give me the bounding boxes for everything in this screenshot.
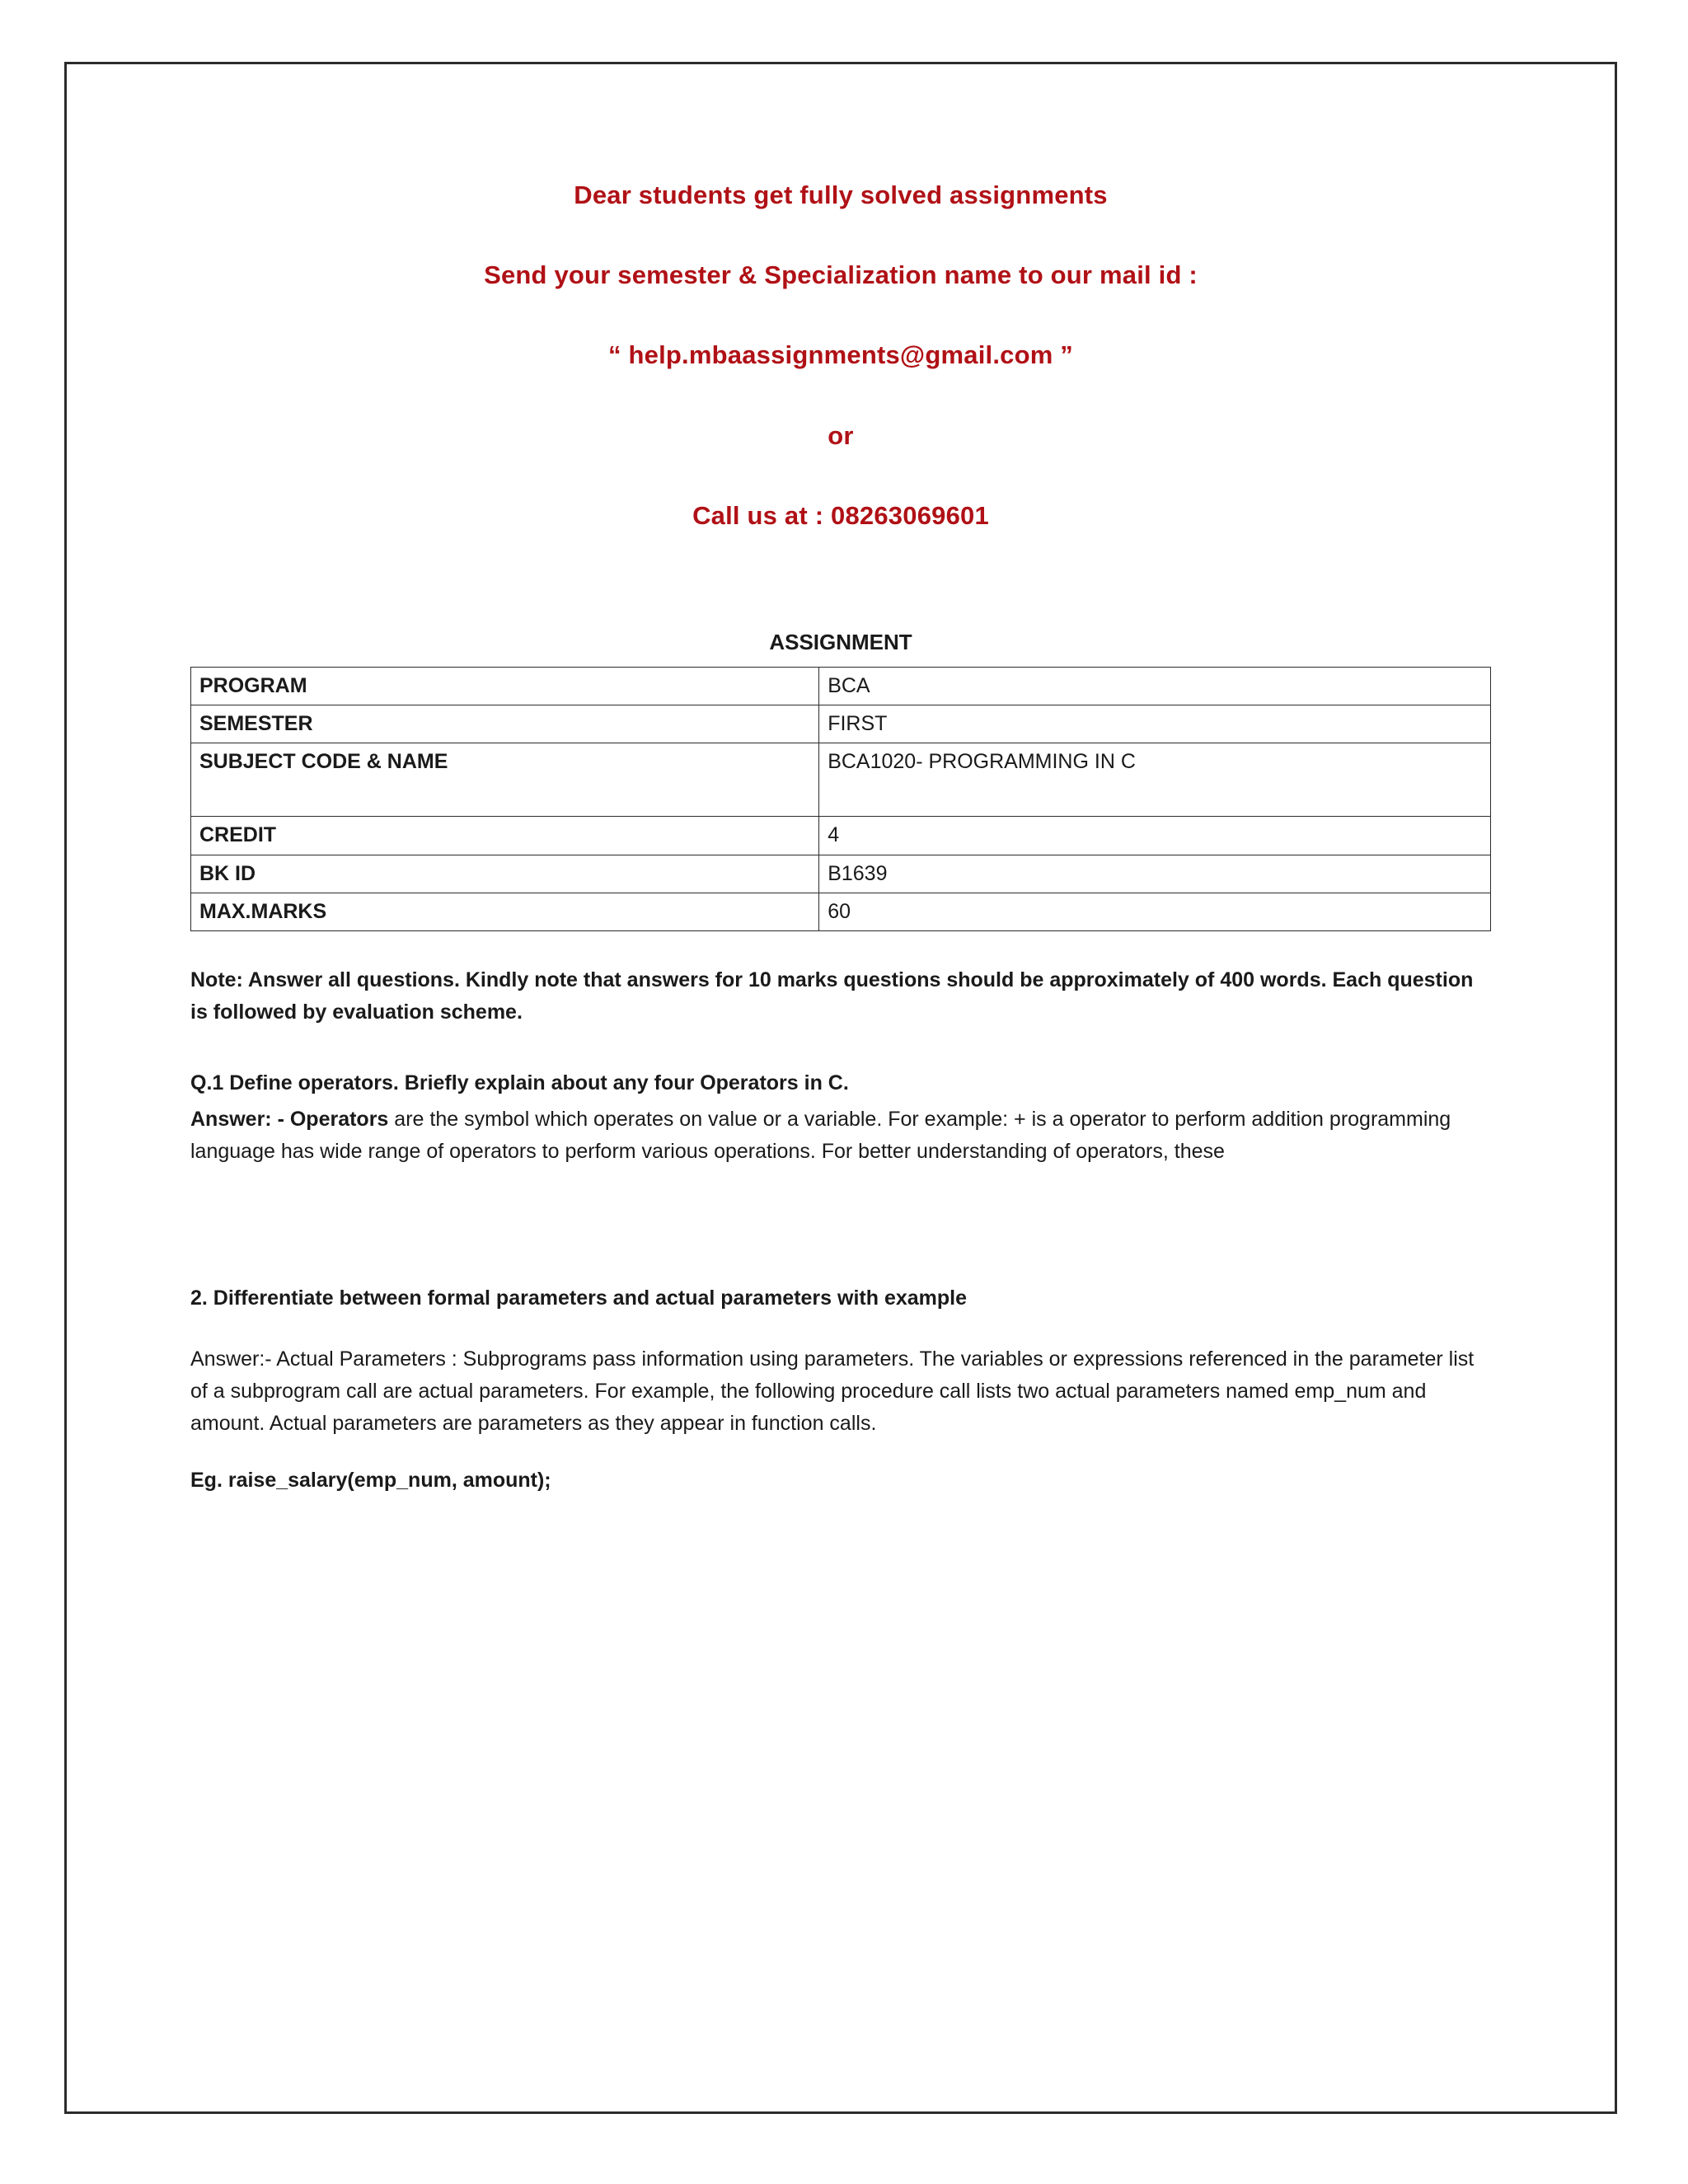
header-line-or: or xyxy=(828,420,854,450)
page-content xyxy=(67,64,1615,1493)
assignment-details-table xyxy=(190,667,1491,931)
header-phone: Call us at : 08263069601 xyxy=(692,500,989,530)
assignment-title: ASSIGNMENT xyxy=(769,629,912,654)
cell-value-subject: BCA1020- PROGRAMMING IN C xyxy=(819,743,1491,817)
question-2-answer xyxy=(190,1343,1491,1439)
cell-label-maxmarks: MAX.MARKS xyxy=(191,893,819,930)
header-line-2: Send your semester & Specialization name to our mail id : xyxy=(484,260,1198,290)
question-2-example: Eg. raise_salary(emp_num, amount); xyxy=(190,1469,551,1493)
question-1-answer-text: are the symbol which operates on value or a variable. For example: + is a operator to perform addition programming language has wide range of operators to perform various operations. For better understanding of operators, these xyxy=(190,1108,1451,1163)
cell-value-credit: 4 xyxy=(819,817,1491,855)
cell-label-program: PROGRAM xyxy=(191,667,819,705)
cell-label-subject: SUBJECT CODE & NAME xyxy=(191,743,819,817)
cell-label-semester: SEMESTER xyxy=(191,705,819,743)
note-text: Note: Answer all questions. Kindly note that answers for 10 marks questions should be approximately of 400 words. Each question is followed by evaluation scheme. xyxy=(190,968,1474,1024)
question-2 xyxy=(190,1283,1491,1493)
cell-value-maxmarks: 60 xyxy=(819,893,1491,930)
question-1-title: Q.1 Define operators. Briefly explain about any four Operators in C. xyxy=(190,1071,849,1094)
cell-label-credit: CREDIT xyxy=(191,817,819,855)
question-1-answer-label: Answer: - Operators xyxy=(190,1108,389,1132)
cell-label-bkid: BK ID xyxy=(191,855,819,893)
table-row xyxy=(191,817,1491,855)
question-1 xyxy=(190,1068,1491,1168)
table-row xyxy=(191,743,1491,817)
cell-value-semester: FIRST xyxy=(819,705,1491,743)
header-line-1: Dear students get fully solved assignments xyxy=(574,180,1108,209)
document-page xyxy=(64,62,1617,2114)
table-row xyxy=(191,893,1491,930)
table-row xyxy=(191,855,1491,893)
spacer xyxy=(190,1168,1491,1283)
cell-value-program: BCA xyxy=(819,667,1491,705)
question-1-answer xyxy=(190,1104,1491,1168)
cell-value-bkid: B1639 xyxy=(819,855,1491,893)
table-row xyxy=(191,667,1491,705)
table-row xyxy=(191,705,1491,743)
question-2-answer-label: Answer:- xyxy=(190,1347,272,1371)
header-email: “ help.mbaassignments@gmail.com ” xyxy=(608,340,1073,370)
question-2-answer-text: Actual Parameters : Subprograms pass information using parameters. The variables or expressions referenced in the parameter list of a subprogram call are actual parameters. For example, the following procedure call lists two actual parameters named emp_num and amount. Actual parameters are parameters as they appear in function calls. xyxy=(190,1347,1475,1435)
contact-header xyxy=(190,64,1491,531)
question-2-title: 2. Differentiate between formal parameters and actual parameters with example xyxy=(190,1286,968,1310)
